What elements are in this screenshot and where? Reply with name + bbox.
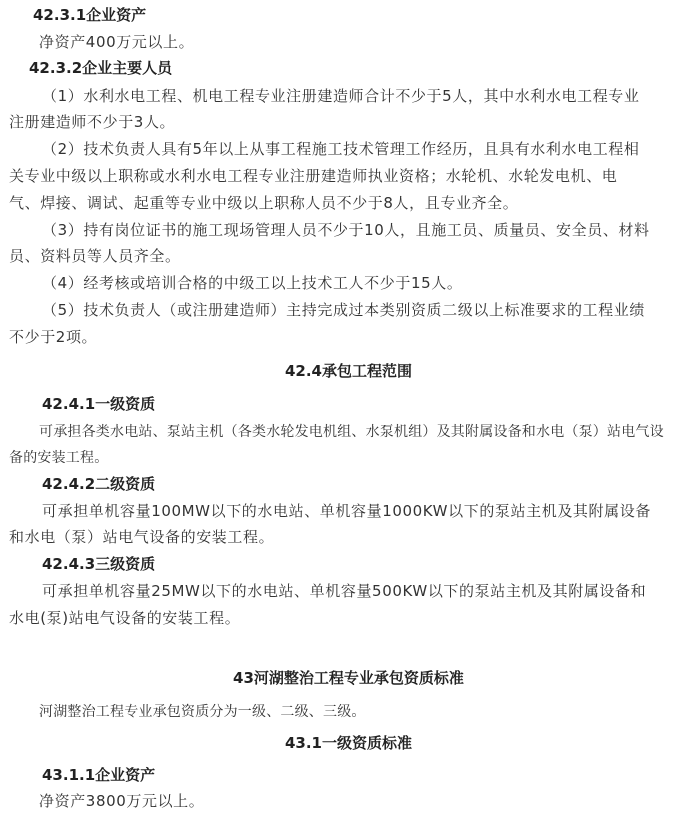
heading-42-3-2: 42.3.2企业主要人员 — [29, 59, 173, 77]
paragraph: 员、资料员等人员齐全。 — [9, 247, 181, 265]
heading-42-3-1: 42.3.1企业资产 — [33, 6, 147, 24]
heading-43-1-1: 43.1.1企业资产 — [42, 766, 156, 784]
paragraph: 水电(泵)站电气设备的安装工程。 — [9, 609, 241, 627]
paragraph: （3）持有岗位证书的施工现场管理人员不少于10人，且施工员、质量员、安全员、材料 — [42, 221, 650, 239]
paragraph: （5）技术负责人（或注册建造师）主持完成过本类别资质二级以上标准要求的工程业绩 — [42, 301, 645, 319]
paragraph: 和水电（泵）站电气设备的安装工程。 — [9, 528, 275, 546]
paragraph: 备的安装工程。 — [9, 450, 109, 466]
heading-43: 43河湖整治工程专业承包资质标准 — [233, 669, 464, 687]
heading-43-1: 43.1一级资质标准 — [284, 734, 412, 752]
paragraph: 净资产400万元以上。 — [39, 33, 195, 51]
heading-42-4-2: 42.4.2二级资质 — [42, 475, 156, 493]
paragraph: 注册建造师不少于3人。 — [9, 113, 176, 131]
heading-42-4-3: 42.4.3三级资质 — [42, 555, 156, 573]
paragraph: 净资产3800万元以上。 — [39, 792, 205, 810]
heading-42-4: 42.4承包工程范围 — [284, 362, 412, 380]
paragraph: （1）水利水电工程、机电工程专业注册建造师合计不少于5人，其中水利水电工程专业 — [42, 87, 640, 105]
paragraph: 可承担各类水电站、泵站主机（各类水轮发电机组、水泵机组）及其附属设备和水电（泵）站电气设 — [39, 424, 664, 440]
paragraph: 河湖整治工程专业承包资质分为一级、二级、三级。 — [39, 704, 366, 720]
paragraph: 不少于2项。 — [9, 328, 98, 346]
heading-42-4-1: 42.4.1一级资质 — [42, 395, 156, 413]
paragraph: （4）经考核或培训合格的中级工以上技术工人不少于15人。 — [42, 274, 463, 292]
paragraph: 关专业中级以上职称或水利水电工程专业注册建造师执业资格；水轮机、水轮发电机、电 — [9, 167, 618, 185]
paragraph: （2）技术负责人具有5年以上从事工程施工技术管理工作经历，且具有水利水电工程相 — [42, 140, 640, 158]
paragraph: 可承担单机容量25MW以下的水电站、单机容量500KW以下的泵站主机及其附属设备和 — [42, 582, 647, 600]
paragraph: 可承担单机容量100MW以下的水电站、单机容量1000KW以下的泵站主机及其附属设备 — [42, 502, 651, 520]
paragraph: 气、焊接、调试、起重等专业中级以上职称人员不少于8人，且专业齐全。 — [9, 194, 519, 212]
